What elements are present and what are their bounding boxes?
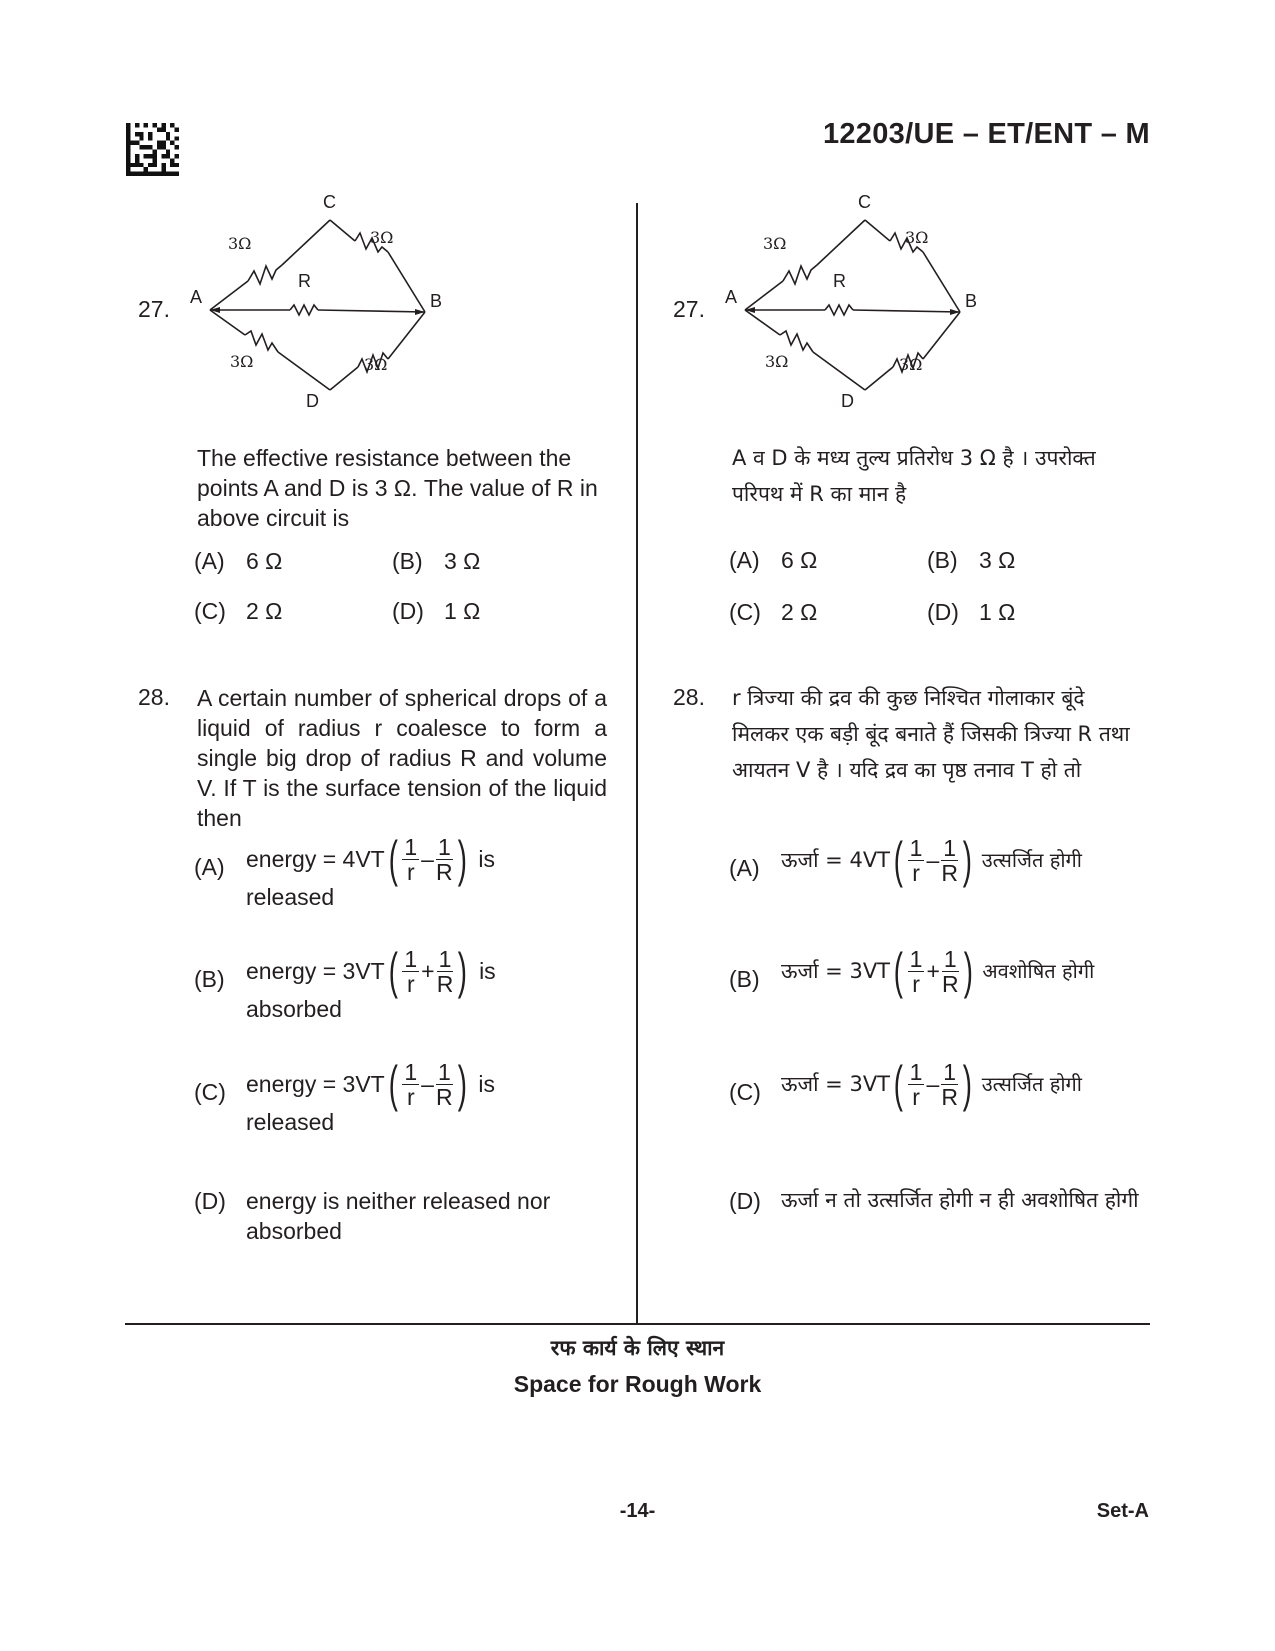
- q28-number: 28.: [138, 684, 170, 710]
- resistor-r-label-hi: R: [833, 271, 846, 291]
- circuit-diagram-hi: [725, 195, 995, 430]
- qr-code: [126, 123, 179, 176]
- resistor-ad-label-hi: 3Ω: [765, 352, 789, 371]
- node-b-label: B: [430, 291, 443, 311]
- rough-work-title: Space for Rough Work: [513, 1371, 762, 1397]
- resistor-ad-label: 3Ω: [230, 352, 254, 371]
- node-a-label-hi: A: [725, 287, 738, 307]
- resistor-cb-label-hi: 3Ω: [905, 228, 929, 247]
- q27-number: 27.: [138, 296, 170, 322]
- resistor-ac-label-hi: 3Ω: [763, 234, 787, 253]
- q27-question-hi: A व D के मध्य तुल्य प्रतिरोध 3 Ω है । उपरोक्त परिपथ में R का मान है: [732, 446, 1096, 506]
- paper-code: 12203/UE – ET/ENT – M: [822, 118, 1150, 150]
- rough-work-divider: [125, 1323, 1150, 1325]
- q27-question: The effective resistance between the points A and D is 3 Ω. The value of R in above circuit is: [197, 445, 598, 531]
- circuit-diagram: [190, 195, 460, 430]
- node-c-label-hi: C: [858, 195, 871, 212]
- column-divider: [636, 203, 638, 1323]
- node-c-label: C: [323, 195, 336, 212]
- page-number: -14-: [619, 1500, 656, 1522]
- node-d-label-hi: D: [841, 391, 854, 411]
- resistor-db-label: 3Ω: [364, 355, 388, 374]
- rough-work-title-hindi: रफ कार्य के लिए स्थान: [550, 1336, 725, 1360]
- resistor-db-label-hi: 3Ω: [899, 355, 923, 374]
- q28-number-hi: 28.: [673, 684, 705, 710]
- resistor-ac-label: 3Ω: [228, 234, 252, 253]
- set-label: Set-A: [1096, 1500, 1149, 1522]
- node-b-label-hi: B: [965, 291, 978, 311]
- q28-question: A certain number of spherical drops of a liquid of radius r coalesce to form a single big drop of radius R and volume V. If T is the surface tension of the liquid then: [197, 685, 607, 831]
- q28-question-hi: r त्रिज्या की द्रव की कुछ निश्चित गोलाकार बूंदे मिलकर एक बड़ी बूंद बनाते हैं जिसकी त्रिज्या R तथा आयतन V है । यदि द्रव का पृष्ठ तनाव T हो तो: [732, 686, 1130, 782]
- q27-number-hi: 27.: [673, 296, 705, 322]
- node-a-label: A: [190, 287, 203, 307]
- node-d-label: D: [306, 391, 319, 411]
- resistor-r-label: R: [298, 271, 311, 291]
- resistor-cb-label: 3Ω: [370, 228, 394, 247]
